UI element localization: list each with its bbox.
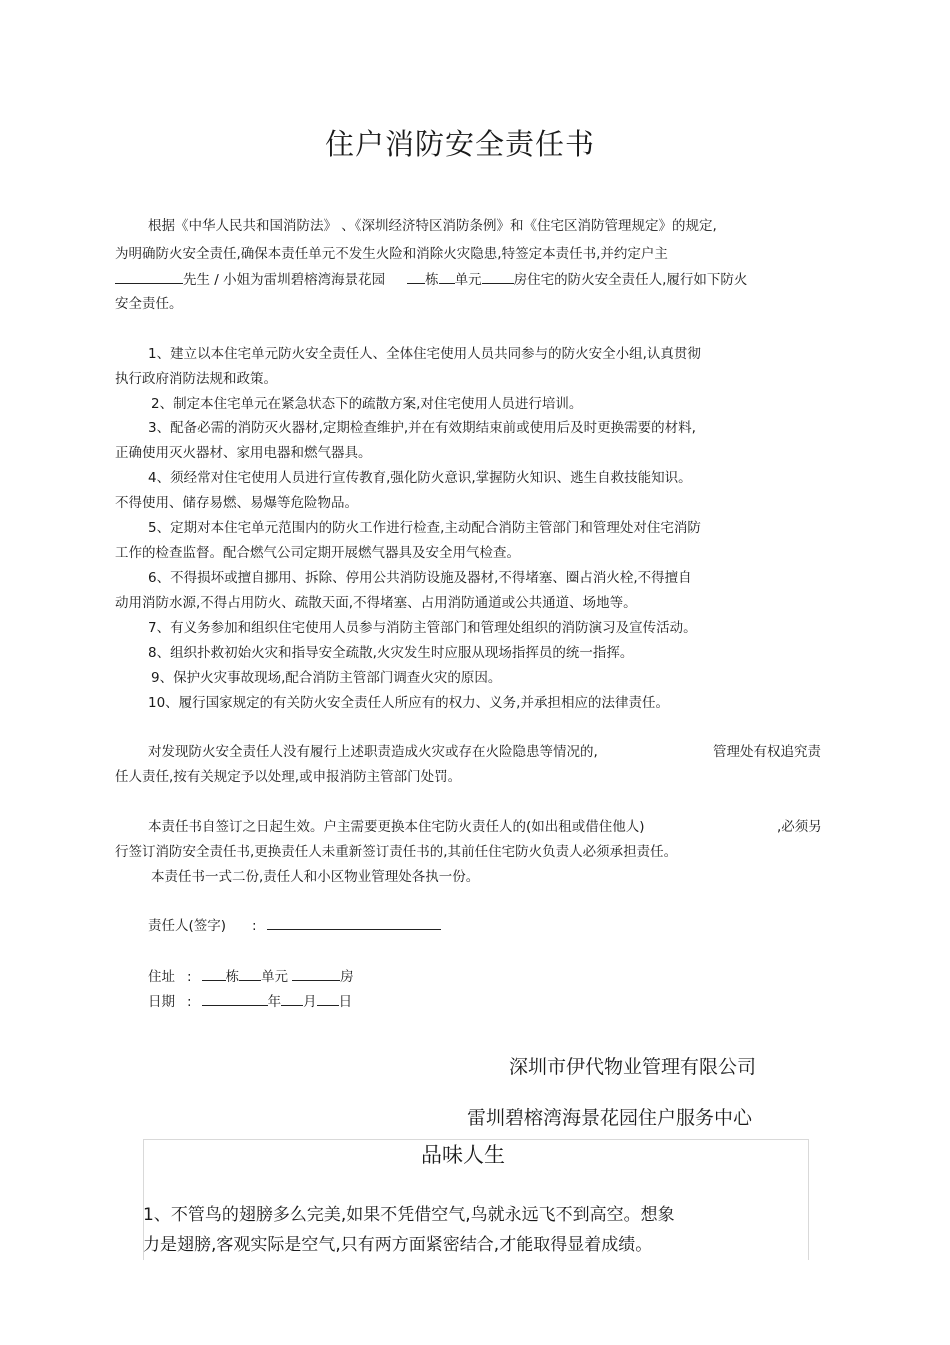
date-month-label: 月 [303, 994, 317, 1010]
item-4-line-1: 4、须经常对住宅使用人员进行宣传教育,强化防火意识,掌握防火知识、逃生自救技能知识。 [148, 470, 692, 486]
date-month-field[interactable] [281, 991, 303, 1006]
para3-line-2: 行签订消防安全责任书,更换责任人未重新签订责任书的,其前任住宅防火负责人必须承担责任。 [115, 844, 678, 860]
intro-line-4: 安全责任。 [115, 296, 183, 312]
item-5-line-1: 5、定期对本住宅单元范围内的防火工作进行检查,主动配合消防主管部门和管理处对住宅消防 [148, 520, 701, 536]
date-year-label: 年 [267, 994, 282, 1010]
item-4-line-2: 不得使用、储存易燃、易爆等危险物品。 [115, 495, 358, 511]
para3-line-1a: 本责任书自签订之日起生效。户主需要更换本住宅防火责任人的(如出租或借住他人) [148, 819, 645, 835]
intro-line-2: 为明确防火安全责任,确保本责任单元不发生火险和消除火灾隐患,特签定本责任书,并约定户主 [115, 246, 668, 262]
address-room-field[interactable] [292, 966, 340, 981]
appendix-title: 品味人生 [421, 1143, 505, 1167]
item-1-line-2: 执行政府消防法规和政策。 [115, 371, 277, 387]
date-day-field[interactable] [317, 991, 339, 1006]
date-year-field[interactable] [202, 991, 268, 1006]
para2-line-1a: 对发现防火安全责任人没有履行上述职责造成火灾或存在火险隐患等情况的, [148, 744, 598, 760]
intro-line-3-tail: 房住宅的防火安全责任人,履行如下防火 [513, 272, 748, 288]
item-10: 10、履行国家规定的有关防火安全责任人所应有的权力、义务,并承担相应的法律责任。 [148, 695, 669, 711]
item-3-line-1: 3、配备必需的消防灭火器材,定期检查维护,并在有效期结束前或使用后及时更换需要的材料, [148, 420, 696, 436]
item-1-line-1: 1、建立以本住宅单元防火安全责任人、全体住宅使用人员共同参与的防火安全小组,认真贯彻 [148, 346, 701, 362]
address-row [148, 965, 354, 990]
address-room-label: 房 [340, 969, 354, 985]
item-7: 7、有义务参加和组织住宅使用人员参与消防主管部门和管理处组织的消防演习及宣传活动。 [148, 620, 697, 636]
company-name: 深圳市伊代物业管理有限公司 [509, 1056, 757, 1078]
address-label: 住址 [148, 969, 175, 985]
address-unit-label: 单元 [261, 969, 289, 985]
date-colon: : [187, 994, 192, 1010]
service-center-name: 雷圳碧榕湾海景花园住户服务中心 [467, 1107, 753, 1129]
item-9: 9、保护火灾事故现场,配合消防主管部门调查火灾的原因。 [151, 670, 502, 686]
owner-name-blank[interactable] [115, 269, 183, 284]
address-building-label: 栋 [225, 969, 240, 985]
appendix-line-1: 1、不管鸟的翅膀多么完美,如果不凭借空气,鸟就永远飞不到高空。想象 [143, 1205, 675, 1225]
address-colon: : [187, 969, 192, 985]
date-day-label: 日 [338, 994, 353, 1010]
document-title: 住户消防安全责任书 [324, 127, 595, 161]
item-6-line-1: 6、不得损坏或擅自挪用、拆除、停用公共消防设施及器材,不得堵塞、圈占消火栓,不得擅自 [148, 570, 692, 586]
para2-line-2: 任人责任,按有关规定予以处理,或申报消防主管部门处罚。 [115, 769, 462, 785]
room-blank[interactable] [482, 269, 514, 284]
address-building-field[interactable] [202, 966, 226, 981]
date-row [148, 990, 352, 1015]
intro-line-3 [115, 268, 747, 293]
para2-line-1b: 管理处有权追究责 [713, 744, 821, 760]
signature-field[interactable] [267, 915, 441, 930]
building-blank[interactable] [407, 269, 425, 284]
item-6-line-2: 动用消防水源,不得占用防火、疏散天面,不得堵塞、占用消防通道或公共通道、场地等。 [115, 595, 637, 611]
signature-label: 责任人(签字) [148, 918, 227, 934]
item-5-line-2: 工作的检查监督。配合燃气公司定期开展燃气器具及安全用气检查。 [115, 545, 520, 561]
intro-line-1: 根据《中华人民共和国消防法》 、《深圳经济特区消防条例》和《住宅区消防管理规定》的规定, [148, 218, 717, 234]
unit-blank[interactable] [439, 269, 455, 284]
para3-line-3: 本责任书一式二份,责任人和小区物业管理处各执一份。 [151, 869, 480, 885]
signature-row [148, 914, 441, 939]
unit-label: 单元 [454, 272, 482, 288]
building-label: 栋 [425, 272, 439, 288]
item-2: 2、制定本住宅单元在紧急状态下的疏散方案,对住宅使用人员进行培训。 [151, 396, 583, 412]
item-8: 8、组织扑救初始火灾和指导安全疏散,火灾发生时应服从现场指挥员的统一指挥。 [148, 645, 634, 661]
signature-colon: : [252, 918, 257, 934]
para3-line-1b: ,必须另 [777, 819, 822, 835]
appendix-line-2: 力是翅膀,客观实际是空气,只有两方面紧密结合,才能取得显着成绩。 [143, 1235, 653, 1255]
item-3-line-2: 正确使用灭火器材、家用电器和燃气器具。 [115, 445, 372, 461]
address-unit-field[interactable] [239, 966, 261, 981]
date-label: 日期 [148, 994, 175, 1010]
intro-line-3-text: 先生 / 小姐为雷圳碧榕湾海景花园 [183, 272, 386, 288]
